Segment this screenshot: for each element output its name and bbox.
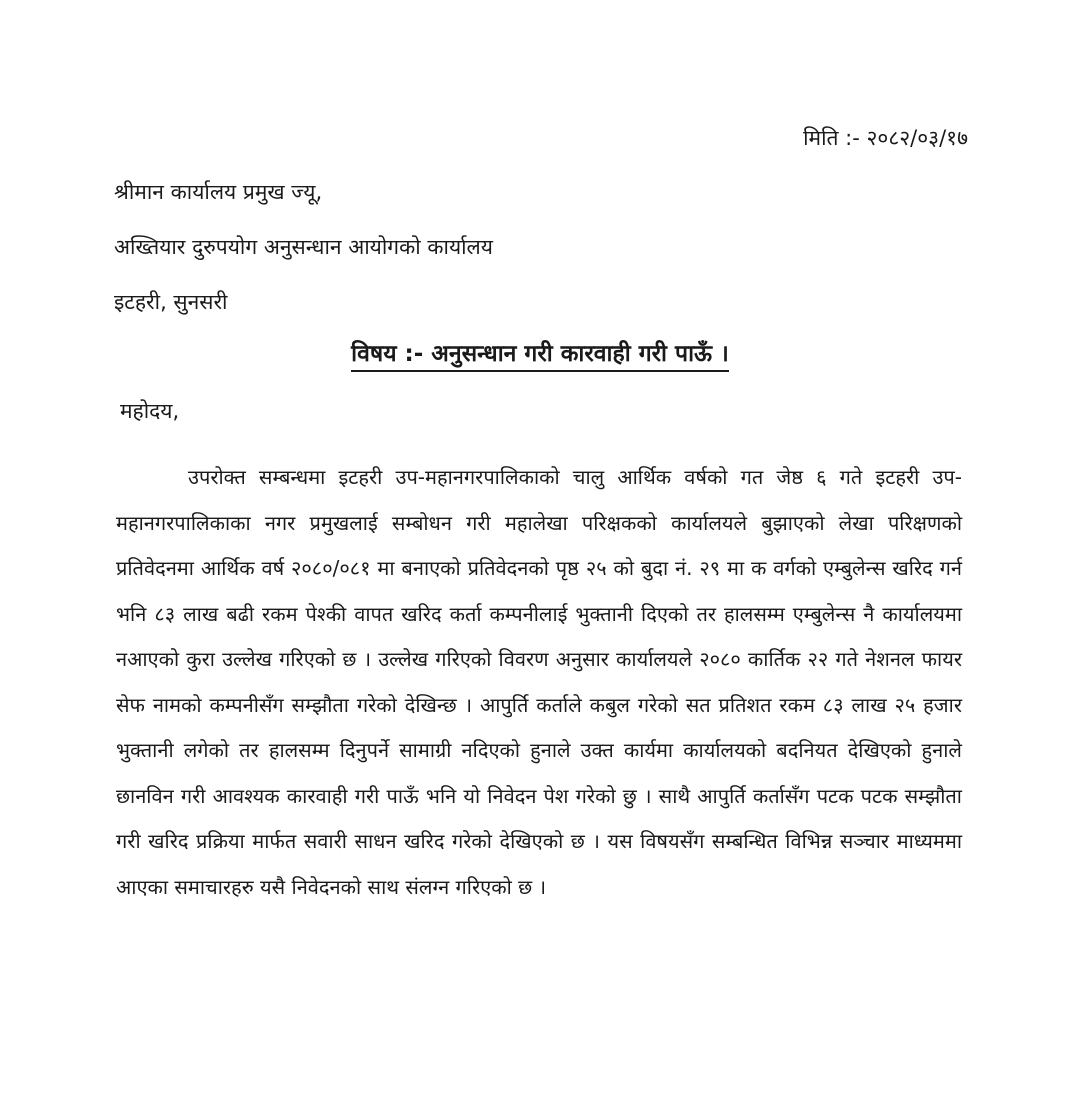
addressee-title: श्रीमान कार्यालय प्रमुख ज्यू, [114, 180, 323, 204]
letter-salutation: महोदय, [120, 399, 180, 423]
letter-subject: विषय :- अनुसन्धान गरी कारवाही गरी पाऊँ । [351, 339, 729, 372]
addressee-location: इटहरी, सुनसरी [114, 290, 228, 314]
letter-date: मिति :- २०८२/०३/१७ [803, 126, 968, 150]
letter-subject-line [0, 339, 1080, 372]
addressee-office: अख्तियार दुरुपयोग अनुसन्धान आयोगको कार्यालय [114, 235, 493, 259]
letter-body: उपरोक्त सम्बन्धमा इटहरी उप-महानगरपालिकाको चालु आर्थिक वर्षको गत जेष्ठ ६ गते इटहरी उप-महानगरपालिकाका नगर प्रमुखलाई सम्बोधन गरी महालेखा परिक्षकको कार्यालयले बुझाएको लेखा परिक्षणको प्रतिवेदनमा आर्थिक वर्ष २०८०/०८१ मा बनाएको प्रतिवेदनको पृष्ठ २५ को बुदा नं. २९ मा क वर्गको एम्बुलेन्स खरिद गर्न भनि ८३ लाख बढी रकम पेश्की वापत खरिद कर्ता कम्पनीलाई भुक्तानी दिएको तर हालसम्म एम्बुलेन्स नै कार्यालयमा नआएको कुरा उल्लेख गरिएको छ । उल्लेख गरिएको विवरण अनुसार कार्यालयले २०८० कार्तिक २२ गते नेशनल फायर सेफ नामको कम्पनीसँग सम्झौता गरेको देखिन्छ । आपुर्ति कर्ताले कबुल गरेको सत प्रतिशत रकम ८३ लाख २५ हजार भुक्तानी लगेको तर हालसम्म दिनुपर्ने सामाग्री नदिएको हुनाले उक्त कार्यमा कार्यालयको बदनियत देखिएको हुनाले छानविन गरी आवश्यक कारवाही गरी पाऊँ भनि यो निवेदन पेश गरेको छु । साथै आपुर्ति कर्तासँग पटक पटक सम्झौता गरी खरिद प्रक्रिया मार्फत सवारी साधन खरिद गरेको देखिएको छ । यस विषयसँग सम्बन्धित विभिन्न सञ्चार माध्यममा आएका समाचारहरु यसै निवेदनको साथ संलग्न गरिएको छ । [116, 465, 962, 899]
